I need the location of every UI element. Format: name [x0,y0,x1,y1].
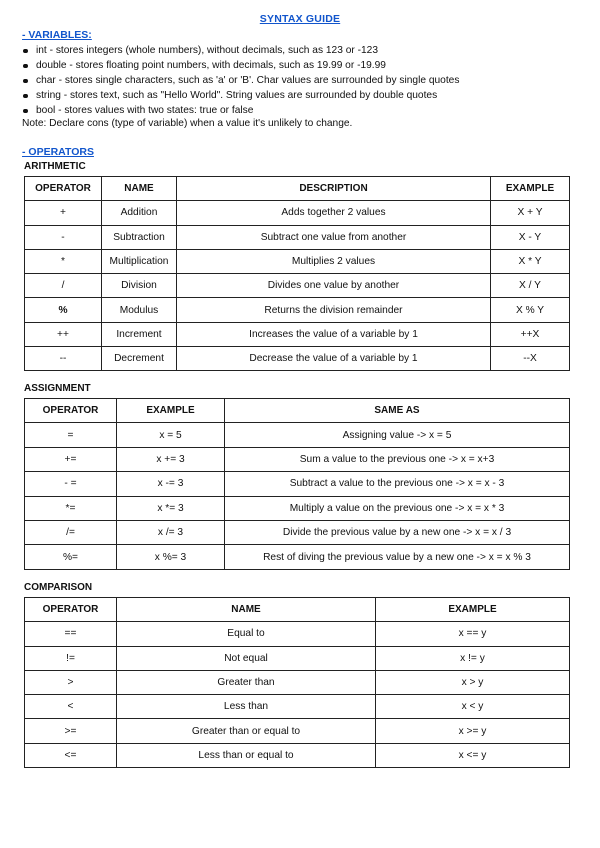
table-row [25,298,570,322]
example-cell: ++X [491,322,570,346]
list-item: int - stores integers (whole numbers), without decimals, such as 123 or -123 [22,43,582,58]
operator-cell: += [25,447,117,471]
name-cell: Division [102,274,177,298]
operator-cell: != [25,646,117,670]
operator-cell: / [25,274,102,298]
operator-cell: *= [25,496,117,520]
name-cell: Equal to [117,622,376,646]
operator-cell: * [25,249,102,273]
example-cell: X + Y [491,201,570,225]
table-row [25,249,570,273]
column-header: SAME AS [225,399,570,423]
name-cell: Subtraction [102,225,177,249]
example-cell: x > y [376,670,570,694]
operator-cell: %= [25,545,117,569]
example-cell: x != y [376,646,570,670]
example-cell: X - Y [491,225,570,249]
table-row [25,472,570,496]
same-as-cell: Assigning value -> x = 5 [225,423,570,447]
table-row [25,670,570,694]
example-cell: x < y [376,695,570,719]
name-cell: Greater than [117,670,376,694]
name-cell: Multiplication [102,249,177,273]
operator-cell: < [25,695,117,719]
column-header: EXAMPLE [117,399,225,423]
same-as-cell: Rest of diving the previous value by a new one -> x = x % 3 [225,545,570,569]
table-header-row [25,177,570,201]
table-header-row [25,598,570,622]
comparison-table [24,597,570,768]
example-cell: x >= y [376,719,570,743]
example-cell: x /= 3 [117,520,225,544]
example-cell: X * Y [491,249,570,273]
name-cell: Modulus [102,298,177,322]
operator-cell: % [25,298,102,322]
table-row [25,225,570,249]
comparison-heading: COMPARISON [24,582,93,593]
list-item: bool - stores values with two states: true or false [22,103,582,118]
arithmetic-heading: ARITHMETIC [24,161,86,172]
table-row [25,447,570,471]
operator-cell: = [25,423,117,447]
operator-cell: - [25,225,102,249]
assignment-heading: ASSIGNMENT [24,383,91,394]
table-row [25,646,570,670]
description-cell: Multiplies 2 values [177,249,491,273]
operator-cell: -- [25,347,102,371]
name-cell: Less than [117,695,376,719]
arithmetic-table [24,176,570,371]
same-as-cell: Divide the previous value by a new one -> x = x / 3 [225,520,570,544]
table-row [25,743,570,767]
list-item: double - stores floating point numbers, with decimals, such as 19.99 or -19.99 [22,58,582,73]
example-cell: x *= 3 [117,496,225,520]
table-row [25,347,570,371]
operator-cell: /= [25,520,117,544]
table-row [25,622,570,646]
column-header: NAME [102,177,177,201]
same-as-cell: Subtract a value to the previous one -> x = x - 3 [225,472,570,496]
description-cell: Returns the division remainder [177,298,491,322]
assignment-table [24,398,570,570]
table-row [25,545,570,569]
name-cell: Increment [102,322,177,346]
operators-heading: - OPERATORS [22,146,94,158]
description-cell: Increases the value of a variable by 1 [177,322,491,346]
operator-cell: - = [25,472,117,496]
list-item: char - stores single characters, such as 'a' or 'B'. Char values are surrounded by single quotes [22,73,582,88]
name-cell: Addition [102,201,177,225]
table-row [25,322,570,346]
table-row [25,695,570,719]
description-cell: Decrease the value of a variable by 1 [177,347,491,371]
example-cell: --X [491,347,570,371]
operator-cell: > [25,670,117,694]
description-cell: Adds together 2 values [177,201,491,225]
column-header: OPERATOR [25,598,117,622]
variables-note: Note: Declare cons (type of variable) when a value it's unlikely to change. [22,118,353,129]
variables-list [22,43,582,118]
table-row [25,520,570,544]
table-row [25,496,570,520]
same-as-cell: Sum a value to the previous one -> x = x+3 [225,447,570,471]
operator-cell: ++ [25,322,102,346]
table-row [25,201,570,225]
name-cell: Greater than or equal to [117,719,376,743]
table-row [25,274,570,298]
example-cell: x = 5 [117,423,225,447]
example-cell: x <= y [376,743,570,767]
name-cell: Not equal [117,646,376,670]
page-title: SYNTAX GUIDE [259,13,341,25]
table-row [25,423,570,447]
example-cell: x += 3 [117,447,225,471]
description-cell: Subtract one value from another [177,225,491,249]
list-item: string - stores text, such as "Hello World". String values are surrounded by double quotes [22,88,582,103]
column-header: OPERATOR [25,177,102,201]
operator-cell: >= [25,719,117,743]
table-header-row [25,399,570,423]
column-header: OPERATOR [25,399,117,423]
column-header: DESCRIPTION [177,177,491,201]
name-cell: Less than or equal to [117,743,376,767]
variables-heading: - VARIABLES: [22,29,92,41]
operator-cell: <= [25,743,117,767]
example-cell: x %= 3 [117,545,225,569]
operator-cell: + [25,201,102,225]
column-header: EXAMPLE [491,177,570,201]
example-cell: X / Y [491,274,570,298]
name-cell: Decrement [102,347,177,371]
description-cell: Divides one value by another [177,274,491,298]
column-header: EXAMPLE [376,598,570,622]
example-cell: X % Y [491,298,570,322]
column-header: NAME [117,598,376,622]
example-cell: x -= 3 [117,472,225,496]
table-row [25,719,570,743]
example-cell: x == y [376,622,570,646]
same-as-cell: Multiply a value on the previous one -> x = x * 3 [225,496,570,520]
operator-cell: == [25,622,117,646]
